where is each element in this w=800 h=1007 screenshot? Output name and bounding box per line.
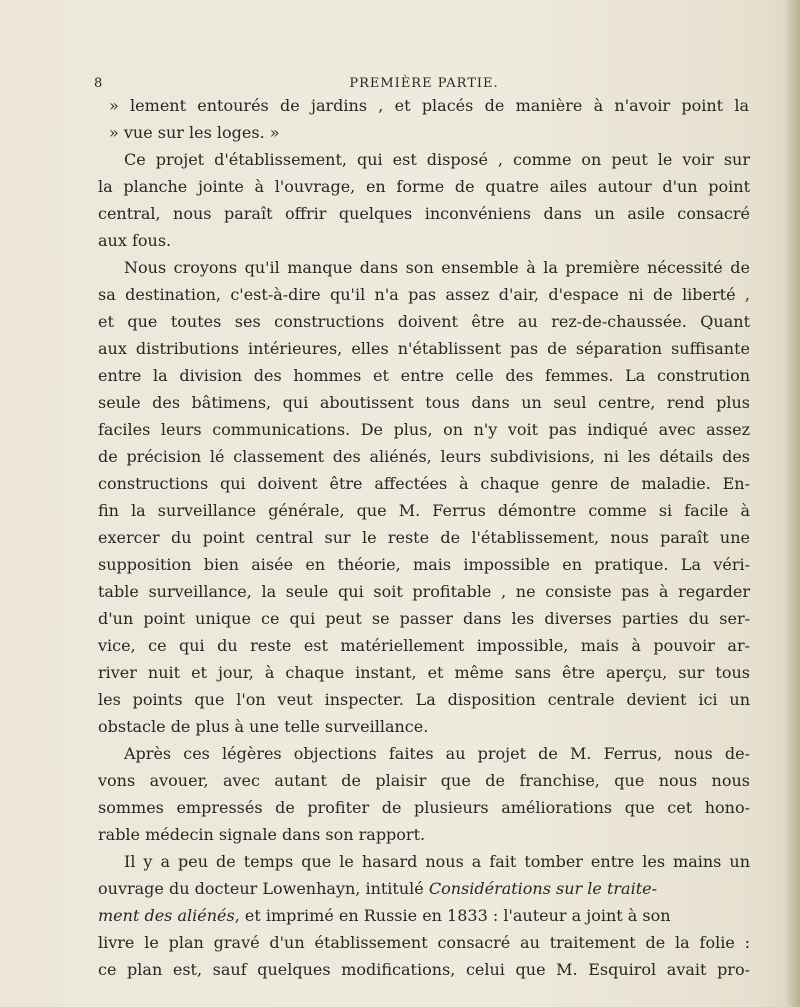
text-line: central, nous paraît offrir quelques inconvéniens dans un asile consacré	[98, 204, 750, 223]
page-edge	[786, 0, 800, 1007]
text-line: sommes empressés de profiter de plusieurs améliorations que cet hono-	[98, 798, 750, 817]
text-line: fin la surveillance générale, que M. Ferrus démontre comme si facile à	[98, 501, 750, 520]
text-line: de précision lé classement des aliénés, leurs subdivisions, ni les détails des	[98, 447, 750, 466]
book-title: Considérations sur le traite-	[428, 879, 657, 898]
text-line: » lement entourés de jardins , et placés de manière à n'avoir point la	[109, 96, 749, 115]
text-line: » vue sur les loges. »	[109, 123, 280, 142]
text-line: livre le plan gravé d'un établissement consacré au traitement de la folie :	[98, 933, 750, 952]
text-segment: , et imprimé en Russie en 1833 : l'auteur a joint à son	[234, 906, 671, 925]
text-line: obstacle de plus à une telle surveillance.	[98, 717, 429, 736]
text-line: vons avouer, avec autant de plaisir que de franchise, que nous nous	[98, 771, 750, 790]
text-segment: ouvrage du docteur Lowenhayn, intitulé	[98, 879, 424, 898]
text-line: les points que l'on veut inspecter. La disposition centrale devient ici un	[98, 690, 750, 709]
text-line: Nous croyons qu'il manque dans son ensemble à la première nécessité de	[124, 258, 750, 277]
text-line: supposition bien aisée en théorie, mais impossible en pratique. La véri-	[98, 555, 750, 574]
text-line-mixed	[98, 908, 671, 924]
text-line: la planche jointe à l'ouvrage, en forme de quatre ailes autour d'un point	[98, 177, 750, 196]
page-header	[94, 76, 754, 98]
text-line: d'un point unique ce qui peut se passer dans les diverses parties du ser-	[98, 609, 750, 628]
text-line: Ce projet d'établissement, qui est disposé , comme on peut le voir sur	[124, 150, 750, 169]
text-line-mixed	[98, 881, 657, 897]
text-line: exercer du point central sur le reste de l'établissement, nous paraît une	[98, 528, 750, 547]
text-line: Il y a peu de temps que le hasard nous a fait tomber entre les mains un	[124, 852, 750, 871]
text-line: entre la division des hommes et entre celle des femmes. La constrution	[98, 366, 750, 385]
text-line: ce plan est, sauf quelques modifications, celui que M. Esquirol avait pro-	[98, 960, 750, 979]
text-line: aux fous.	[98, 231, 172, 250]
text-line: vice, ce qui du reste est matériellement impossible, mais à pouvoir ar-	[98, 636, 750, 655]
page-number: 8	[94, 76, 103, 91]
text-line: sa destination, c'est-à-dire qu'il n'a pas assez d'air, d'espace ni de liberté ,	[98, 285, 750, 304]
text-line: faciles leurs communications. De plus, on n'y voit pas indiqué avec assez	[98, 420, 750, 439]
text-line: aux distributions intérieures, elles n'établissent pas de séparation suffisante	[98, 339, 750, 358]
running-head: PREMIÈRE PARTIE.	[349, 76, 499, 91]
text-line: table surveillance, la seule qui soit profitable , ne consiste pas à regarder	[98, 582, 750, 601]
book-title: ment des aliénés	[98, 906, 235, 925]
text-line: et que toutes ses constructions doivent être au rez-de-chaussée. Quant	[98, 312, 750, 331]
text-line: constructions qui doivent être affectées à chaque genre de maladie. En-	[98, 474, 750, 493]
text-line: river nuit et jour, à chaque instant, et même sans être aperçu, sur tous	[98, 663, 750, 682]
text-line: seule des bâtimens, qui aboutissent tous dans un seul centre, rend plus	[98, 393, 750, 412]
text-line: Après ces légères objections faites au projet de M. Ferrus, nous de-	[124, 744, 750, 763]
text-line: rable médecin signale dans son rapport.	[98, 825, 426, 844]
